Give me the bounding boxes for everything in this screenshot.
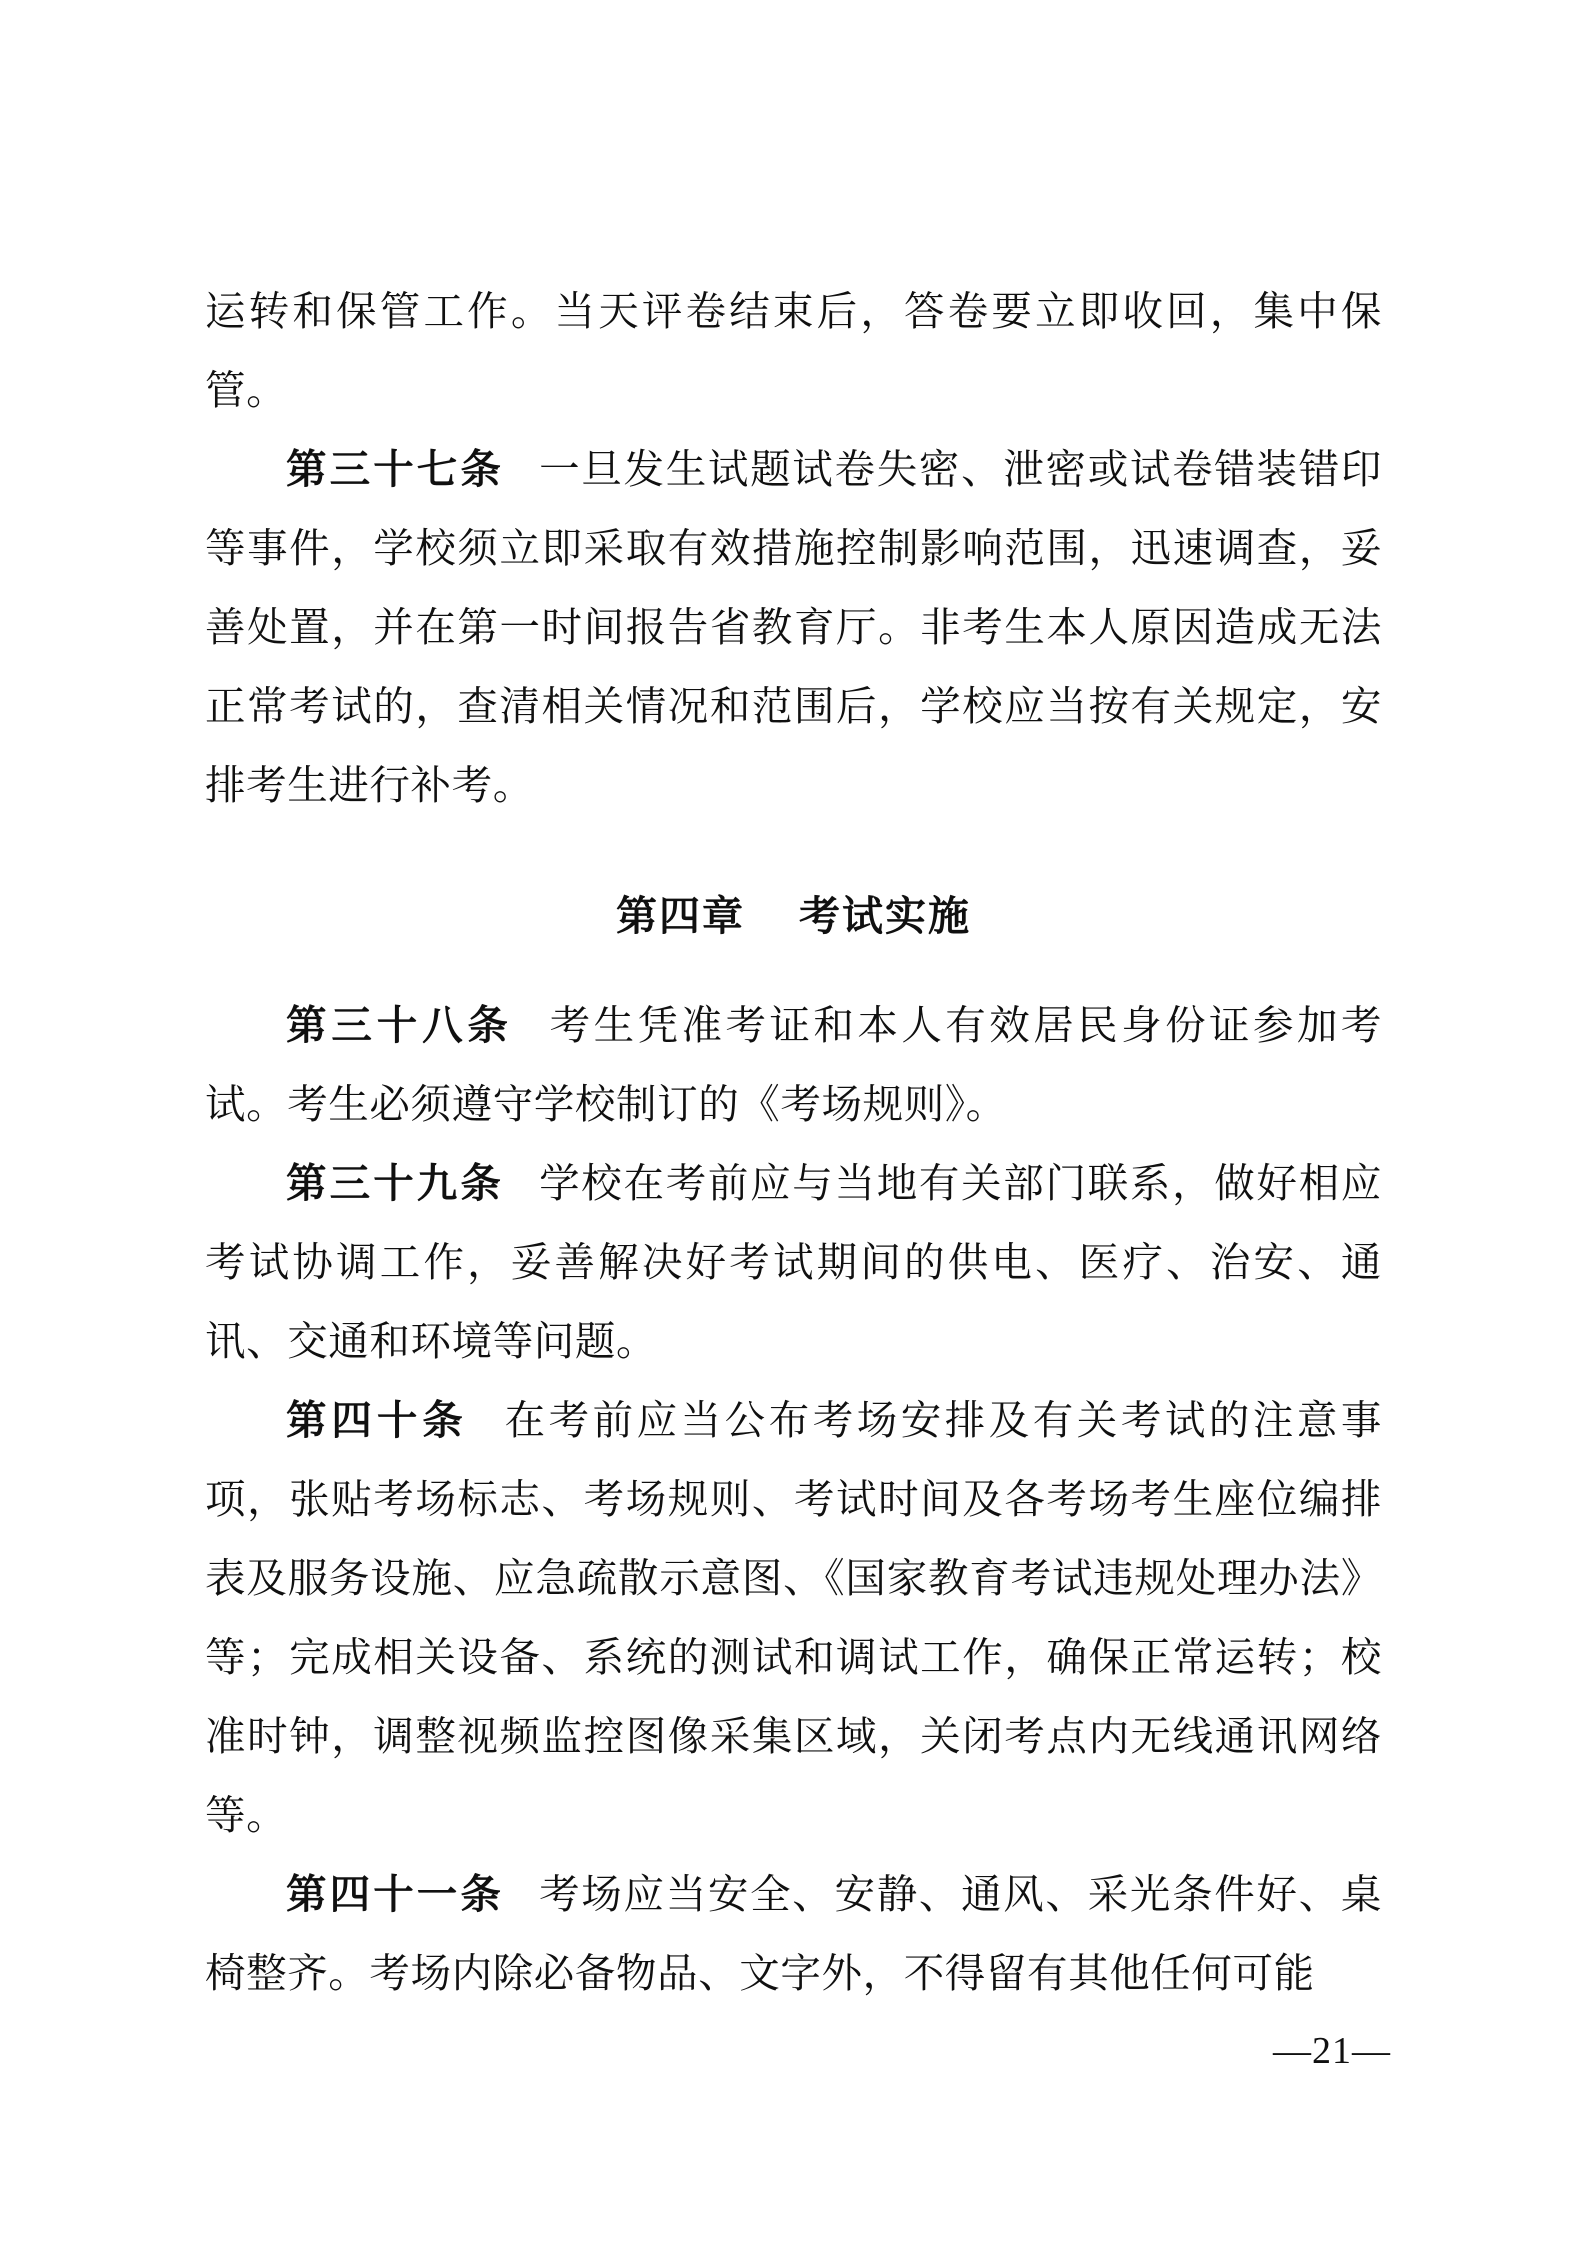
paragraph-text: 考生凭准考证和本人有效居民身份证参加考试。考生必须遵守学校制订的《考场规则》。 xyxy=(205,1003,1382,1127)
article-paragraph-41 xyxy=(205,1855,1382,2013)
article-number: 第三十九条 xyxy=(286,1161,504,1206)
page-content xyxy=(205,272,1382,2013)
chapter-number: 第四章 xyxy=(616,893,745,939)
paragraph-text: 在考前应当公布考场安排及有关考试的注意事项，张贴考场标志、考场规则、考试时间及各考场考生座位编排表及服务设施、应急疏散示意图、《国家教育考试违规处理办法》等；完成相关设备、系统的测试和调试工作，确保正常运转；校准时钟，调整视频监控图像采集区域，关闭考点内无线通讯网络等。 xyxy=(205,1398,1383,1838)
paragraph-text: 学校在考前应与当地有关部门联系，做好相应考试协调工作，妥善解决好考试期间的供电、医疗、治安、通讯、交通和环境等问题。 xyxy=(205,1161,1382,1364)
paragraph-text: 考场应当安全、安静、通风、采光条件好、桌椅整齐。考场内除必备物品、文字外，不得留有其他任何可能 xyxy=(205,1872,1382,1996)
article-number: 第四十条 xyxy=(286,1398,468,1443)
chapter-title: 考试实施 xyxy=(799,893,971,939)
article-paragraph-38 xyxy=(205,986,1382,1144)
paragraph-continuation xyxy=(205,272,1382,430)
article-paragraph-39 xyxy=(205,1144,1382,1381)
chapter-heading xyxy=(205,883,1382,942)
paragraph-text: 一旦发生试题试卷失密、泄密或试卷错装错印等事件，学校须立即采取有效措施控制影响范围，迅速调查，妥善处置，并在第一时间报告省教育厅。非考生本人原因造成无法正常考试的，查清相关情况和范围后，学校应当按有关规定，安排考生进行补考。 xyxy=(205,447,1382,808)
article-paragraph-37 xyxy=(205,430,1382,825)
article-number: 第四十一条 xyxy=(286,1872,504,1917)
paragraph-text: 运转和保管工作。当天评卷结束后，答卷要立即收回，集中保管。 xyxy=(205,289,1382,413)
page-number: —21— xyxy=(1273,2030,1391,2072)
article-number: 第三十八条 xyxy=(286,1003,513,1048)
article-number: 第三十七条 xyxy=(286,447,504,492)
article-paragraph-40 xyxy=(205,1381,1382,1855)
